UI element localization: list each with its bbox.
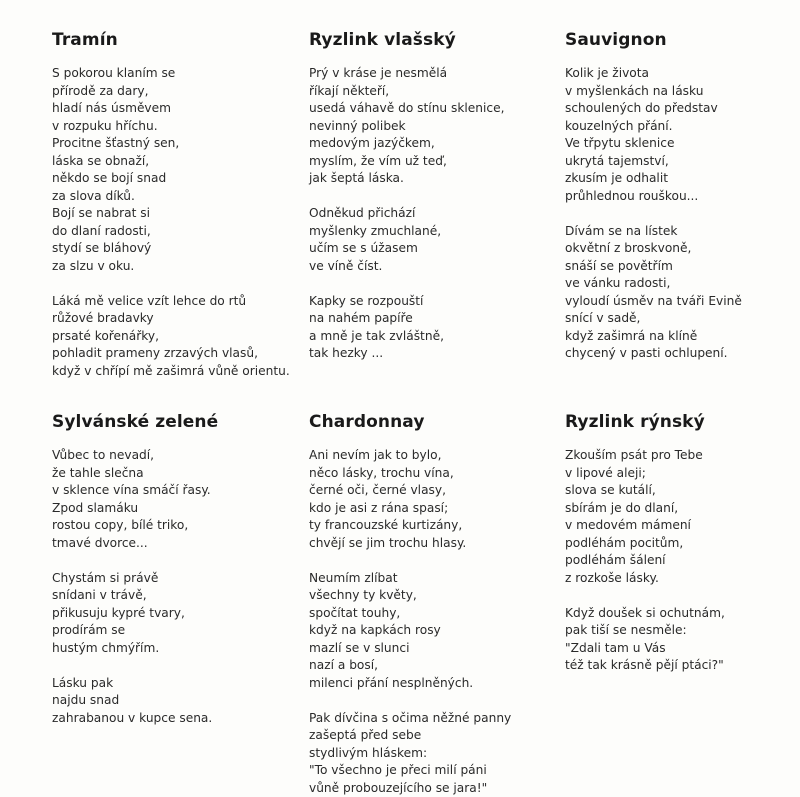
poem-line: přikusuju kypré tvary,	[52, 605, 312, 623]
poem-line: Kolik je života	[565, 65, 800, 83]
poem-line: rostou copy, bílé triko,	[52, 517, 312, 535]
poem-line: usedá váhavě do stínu sklenice,	[309, 100, 569, 118]
poem-line: za slova díků.	[52, 188, 312, 206]
poem-line: ve víně číst.	[309, 258, 569, 276]
poem-line: ve vánku radosti,	[565, 275, 800, 293]
poem-line: všechny ty květy,	[309, 587, 569, 605]
stanza	[565, 605, 800, 675]
poem-line: ukrytá tajemství,	[565, 153, 800, 171]
poem-line: snáší se povětřím	[565, 258, 800, 276]
poem-line: Pak dívčina s očima něžné panny	[309, 710, 569, 728]
poem-line: Ani nevím jak to bylo,	[309, 447, 569, 465]
poem-line: Když doušek si ochutnám,	[565, 605, 800, 623]
poem-line: milenci přání nesplněných.	[309, 675, 569, 693]
poem-line: stydí se bláhový	[52, 240, 312, 258]
poem-title: Ryzlink rýnský	[565, 411, 800, 433]
poem-line: Chystám si právě	[52, 570, 312, 588]
poem-line: myšlenky zmuchlané,	[309, 223, 569, 241]
stanza	[565, 223, 800, 363]
poem-line: zašeptá před sebe	[309, 727, 569, 745]
poem-line: Odněkud přichází	[309, 205, 569, 223]
poem-line: pohladit prameny zrzavých vlasů,	[52, 345, 312, 363]
poem-line: černé oči, černé vlasy,	[309, 482, 569, 500]
poem-line: do dlaní radosti,	[52, 223, 312, 241]
stanza	[52, 293, 312, 381]
poem-line: ty francouzské kurtizány,	[309, 517, 569, 535]
poem-line: slova se kutálí,	[565, 482, 800, 500]
poem-sylvanske-zelene	[52, 411, 312, 727]
poem-sauvignon	[565, 29, 800, 363]
poem-line: vůně probouzejícího se jara!"	[309, 780, 569, 797]
stanza	[309, 293, 569, 363]
poem-line: podléhám pocitům,	[565, 535, 800, 553]
poem-line: prodírám se	[52, 622, 312, 640]
stanza	[52, 675, 312, 728]
stanza	[309, 570, 569, 693]
poem-line: myslím, že vím už teď,	[309, 153, 569, 171]
poem-line: najdu snad	[52, 692, 312, 710]
poem-line: sbírám je do dlaní,	[565, 500, 800, 518]
poem-line: Neumím zlíbat	[309, 570, 569, 588]
poem-line: "To všechno je přeci milí páni	[309, 762, 569, 780]
poem-line: Vůbec to nevadí,	[52, 447, 312, 465]
poem-line: v lipové aleji;	[565, 465, 800, 483]
poem-line: z rozkoše lásky.	[565, 570, 800, 588]
poem-ryzlink-vlassky	[309, 29, 569, 363]
poem-line: Zkouším psát pro Tebe	[565, 447, 800, 465]
poem-line: chvějí se jim trochu hlasy.	[309, 535, 569, 553]
poem-line: něco lásky, trochu vína,	[309, 465, 569, 483]
poem-line: Dívám se na lístek	[565, 223, 800, 241]
poem-line: hladí nás úsměvem	[52, 100, 312, 118]
poem-line: mazlí se v slunci	[309, 640, 569, 658]
poem-line: medovým jazýčkem,	[309, 135, 569, 153]
poem-line: spočítat touhy,	[309, 605, 569, 623]
poem-line: růžové bradavky	[52, 310, 312, 328]
poem-line: průhlednou rouškou...	[565, 188, 800, 206]
poem-line: že tahle slečna	[52, 465, 312, 483]
poem-line: v medovém mámení	[565, 517, 800, 535]
poem-line: nazí a bosí,	[309, 657, 569, 675]
poem-line: prsaté kořenářky,	[52, 328, 312, 346]
poem-ryzlink-rynsky	[565, 411, 800, 675]
poem-title: Sauvignon	[565, 29, 800, 51]
poem-line: podléhám šálení	[565, 552, 800, 570]
poem-line: učím se s úžasem	[309, 240, 569, 258]
poem-line: "Zdali tam u Vás	[565, 640, 800, 658]
poem-line: snídani v trávě,	[52, 587, 312, 605]
poem-line: Kapky se rozpouští	[309, 293, 569, 311]
stanza	[565, 65, 800, 205]
poem-line: jak šeptá láska.	[309, 170, 569, 188]
stanza	[309, 710, 569, 797]
poem-line: přírodě za dary,	[52, 83, 312, 101]
poem-line: v myšlenkách na lásku	[565, 83, 800, 101]
poem-line: Ve třpytu sklenice	[565, 135, 800, 153]
stanza	[309, 447, 569, 552]
poem-title: Tramín	[52, 29, 312, 51]
poem-line: stydlivým hláskem:	[309, 745, 569, 763]
poem-line: též tak krásně pějí ptáci?"	[565, 657, 800, 675]
stanza	[52, 65, 312, 275]
poem-title: Sylvánské zelené	[52, 411, 312, 433]
poem-line: S pokorou klaním se	[52, 65, 312, 83]
poem-line: hustým chmýřím.	[52, 640, 312, 658]
poem-line: pak tiší se nesměle:	[565, 622, 800, 640]
poem-title: Ryzlink vlašský	[309, 29, 569, 51]
poem-line: v sklence vína smáčí řasy.	[52, 482, 312, 500]
poem-line: když zašimrá na klíně	[565, 328, 800, 346]
poem-chardonnay	[309, 411, 569, 797]
poem-line: zkusím je odhalit	[565, 170, 800, 188]
stanza	[52, 447, 312, 552]
poem-line: kdo je asi z rána spasí;	[309, 500, 569, 518]
poem-line: láska se obnaží,	[52, 153, 312, 171]
poem-line: Prý v kráse je nesmělá	[309, 65, 569, 83]
stanza	[52, 570, 312, 658]
poem-line: někdo se bojí snad	[52, 170, 312, 188]
poem-line: Lásku pak	[52, 675, 312, 693]
poem-line: snící v sadě,	[565, 310, 800, 328]
poem-line: na nahém papíře	[309, 310, 569, 328]
poem-line: nevinný polibek	[309, 118, 569, 136]
poem-line: tak hezky ...	[309, 345, 569, 363]
poem-line: tmavé dvorce...	[52, 535, 312, 553]
poem-line: za slzu v oku.	[52, 258, 312, 276]
poem-line: říkají někteří,	[309, 83, 569, 101]
poem-line: Bojí se nabrat si	[52, 205, 312, 223]
poem-line: v rozpuku hříchu.	[52, 118, 312, 136]
poem-line: chycený v pasti ochlupení.	[565, 345, 800, 363]
poem-line: Procitne šťastný sen,	[52, 135, 312, 153]
poem-line: okvětní z broskvoně,	[565, 240, 800, 258]
poem-title: Chardonnay	[309, 411, 569, 433]
poem-line: Zpod slamáku	[52, 500, 312, 518]
poem-line: vyloudí úsměv na tváři Evině	[565, 293, 800, 311]
stanza	[309, 65, 569, 188]
poem-line: Láká mě velice vzít lehce do rtů	[52, 293, 312, 311]
poem-line: a mně je tak zvláštně,	[309, 328, 569, 346]
poem-line: zahrabanou v kupce sena.	[52, 710, 312, 728]
stanza	[309, 205, 569, 275]
stanza	[565, 447, 800, 587]
poem-line: když v chřípí mě zašimrá vůně orientu.	[52, 363, 312, 381]
poem-line: kouzelných přání.	[565, 118, 800, 136]
poem-line: schoulených do představ	[565, 100, 800, 118]
poem-tramin	[52, 29, 312, 380]
poem-line: když na kapkách rosy	[309, 622, 569, 640]
